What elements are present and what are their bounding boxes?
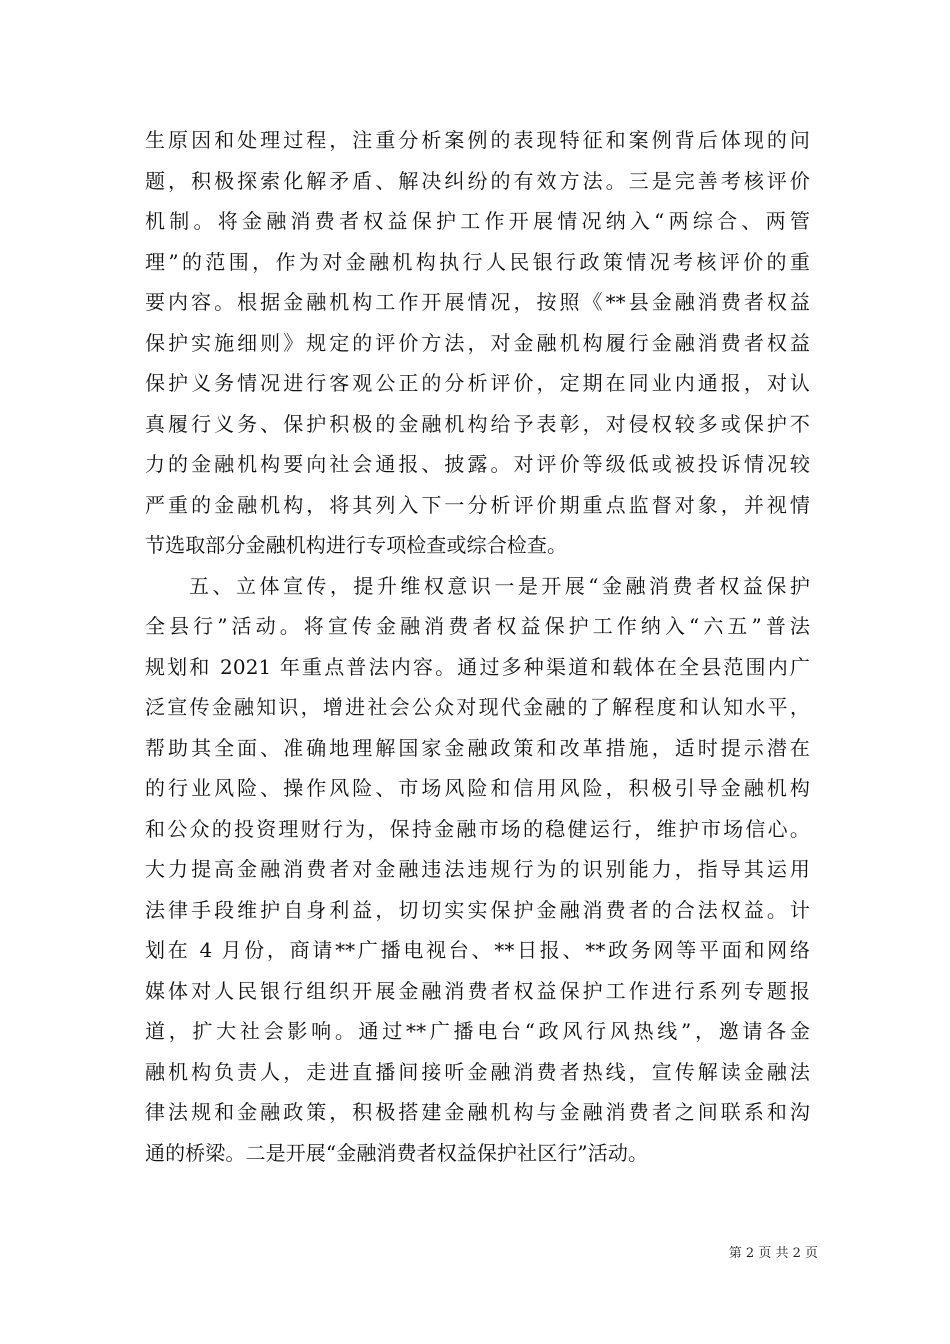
text-line: 帮助其全面、准确地理解国家金融政策和改革措施，适时提示潜在	[145, 735, 810, 760]
text-line: 真履行义务、保护积极的金融机构给予表彰，对侵权较多或保护不	[145, 411, 810, 436]
text-line: 法律手段维护自身利益，切切实实保护金融消费者的合法权益。计	[145, 897, 810, 922]
paragraph-2	[145, 566, 810, 1174]
text-line: 节选取部分金融机构进行专项检查或综合检查。	[145, 533, 568, 557]
text-line: 泛宣传金融知识，增进社会公众对现代金融的了解程度和认知水平，	[145, 695, 810, 719]
text-line: 五、立体宣传，提升维权意识一是开展“金融消费者权益保护	[189, 573, 810, 598]
text-line: 大力提高金融消费者对金融违法违规行为的识别能力，指导其运用	[145, 857, 810, 881]
text-line: 力的金融机构要向社会通报、披露。对评价等级低或被投诉情况较	[145, 452, 810, 476]
text-line: 律法规和金融政策，积极搭建金融机构与金融消费者之间联系和沟	[145, 1100, 810, 1124]
text-line: 要内容。根据金融机构工作开展情况，按照《**县金融消费者权益	[145, 290, 810, 314]
text-line: 生原因和处理过程，注重分析案例的表现特征和案例背后体现的问	[145, 128, 810, 152]
text-line: 保护义务情况进行客观公正的分析评价，定期在同业内通报，对认	[145, 371, 810, 395]
text-line: 通的桥梁。二是开展“金融消费者权益保护社区行”活动。	[145, 1140, 649, 1165]
page-number: 第 2 页 共 2 页	[728, 1246, 818, 1261]
document-body	[145, 120, 810, 1173]
text-line: 和公众的投资理财行为，保持金融市场的稳健运行，维护市场信心。	[145, 816, 810, 841]
text-line: 规划和 2021 年重点普法内容。通过多种渠道和载体在全县范围内广	[145, 654, 810, 679]
text-line: 理”的范围，作为对金融机构执行人民银行政策情况考核评价的重	[145, 249, 810, 274]
text-line: 融机构负责人，走进直播间接听金融消费者热线，宣传解读金融法	[145, 1059, 810, 1084]
text-line: 题，积极探索化解矛盾、解决纠纷的有效方法。三是完善考核评价	[145, 168, 810, 193]
text-line: 保护实施细则》规定的评价方法，对金融机构履行金融消费者权益	[145, 330, 810, 355]
text-line: 严重的金融机构，将其列入下一分析评价期重点监督对象，并视情	[145, 492, 810, 517]
text-line: 的行业风险、操作风险、市场风险和信用风险，积极引导金融机构	[145, 776, 810, 800]
paragraph-1	[145, 120, 810, 566]
text-line: 道，扩大社会影响。通过**广播电台“政风行风热线”，邀请各金	[145, 1019, 810, 1043]
text-line: 媒体对人民银行组织开展金融消费者权益保护工作进行系列专题报	[145, 978, 810, 1003]
text-line: 划在 4 月份，商请**广播电视台、**日报、**政务网等平面和网络	[145, 938, 810, 962]
text-line: 全县行”活动。将宣传金融消费者权益保护工作纳入“六五”普法	[145, 614, 810, 638]
text-line: 机制。将金融消费者权益保护工作开展情况纳入“两综合、两管	[145, 209, 810, 233]
